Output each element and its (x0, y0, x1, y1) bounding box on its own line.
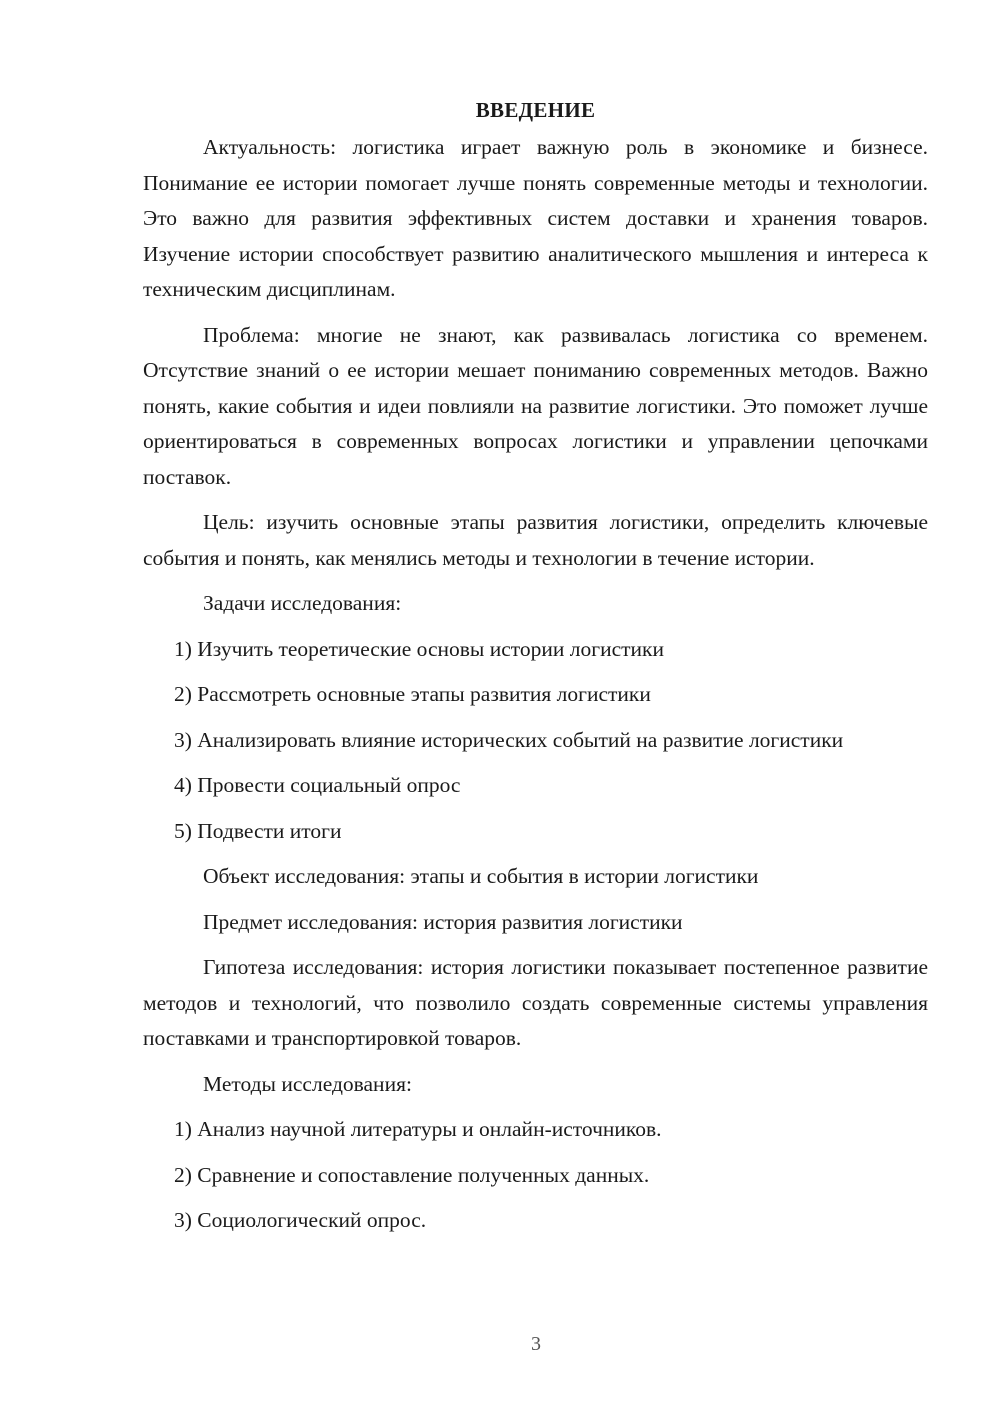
task-item: 5) Подвести итоги (174, 818, 342, 843)
object-paragraph: Объект исследования: этапы и события в истории логистики (203, 864, 759, 888)
problem-paragraph: Проблема: многие не знают, как развивалась логистика со временем. Отсутствие знаний о ее истории мешает пониманию современных методов. Важно понять, какие события и идеи повлияли на развитие логистики. Это поможет лучше ориентироваться в современных вопросах логистики и управлении цепочками поставок. (143, 322, 928, 489)
method-item: 1) Анализ научной литературы и онлайн-источников. (174, 1117, 662, 1141)
method-item: 3) Социологический опрос. (174, 1208, 427, 1232)
task-item: 4) Провести социальный опрос (174, 773, 461, 797)
document-title: ВВЕДЕНИЕ (475, 98, 596, 122)
task-item: 2) Рассмотреть основные этапы развития логистики (174, 682, 651, 706)
goal-paragraph: Цель: изучить основные этапы развития логистики, определить ключевые события и понять, как менялись методы и технологии в течение истории. (143, 510, 928, 570)
tasks-heading: Задачи исследования: (203, 591, 402, 615)
method-item: 2) Сравнение и сопоставление полученных данных. (174, 1162, 650, 1187)
document-page (143, 92, 928, 1249)
hypothesis-paragraph: Гипотеза исследования: история логистики показывает постепенное развитие методов и технологий, что позволило создать современные системы управления поставками и транспортировкой товаров. (143, 955, 928, 1050)
task-item: 1) Изучить теоретические основы истории логистики (174, 636, 664, 661)
relevance-paragraph: Актуальность: логистика играет важную роль в экономике и бизнесе. Понимание ее истории помогает лучше понять современные методы и технологии. Это важно для развития эффективных систем доставки и хранения товаров. Изучение истории способствует развитию аналитического мышления и интереса к техническим дисциплинам. (143, 135, 928, 301)
methods-heading: Методы исследования: (203, 1071, 412, 1096)
task-item: 3) Анализировать влияние исторических событий на развитие логистики (174, 727, 844, 752)
page-number: 3 (531, 1333, 541, 1355)
subject-paragraph: Предмет исследования: история развития логистики (203, 909, 683, 934)
